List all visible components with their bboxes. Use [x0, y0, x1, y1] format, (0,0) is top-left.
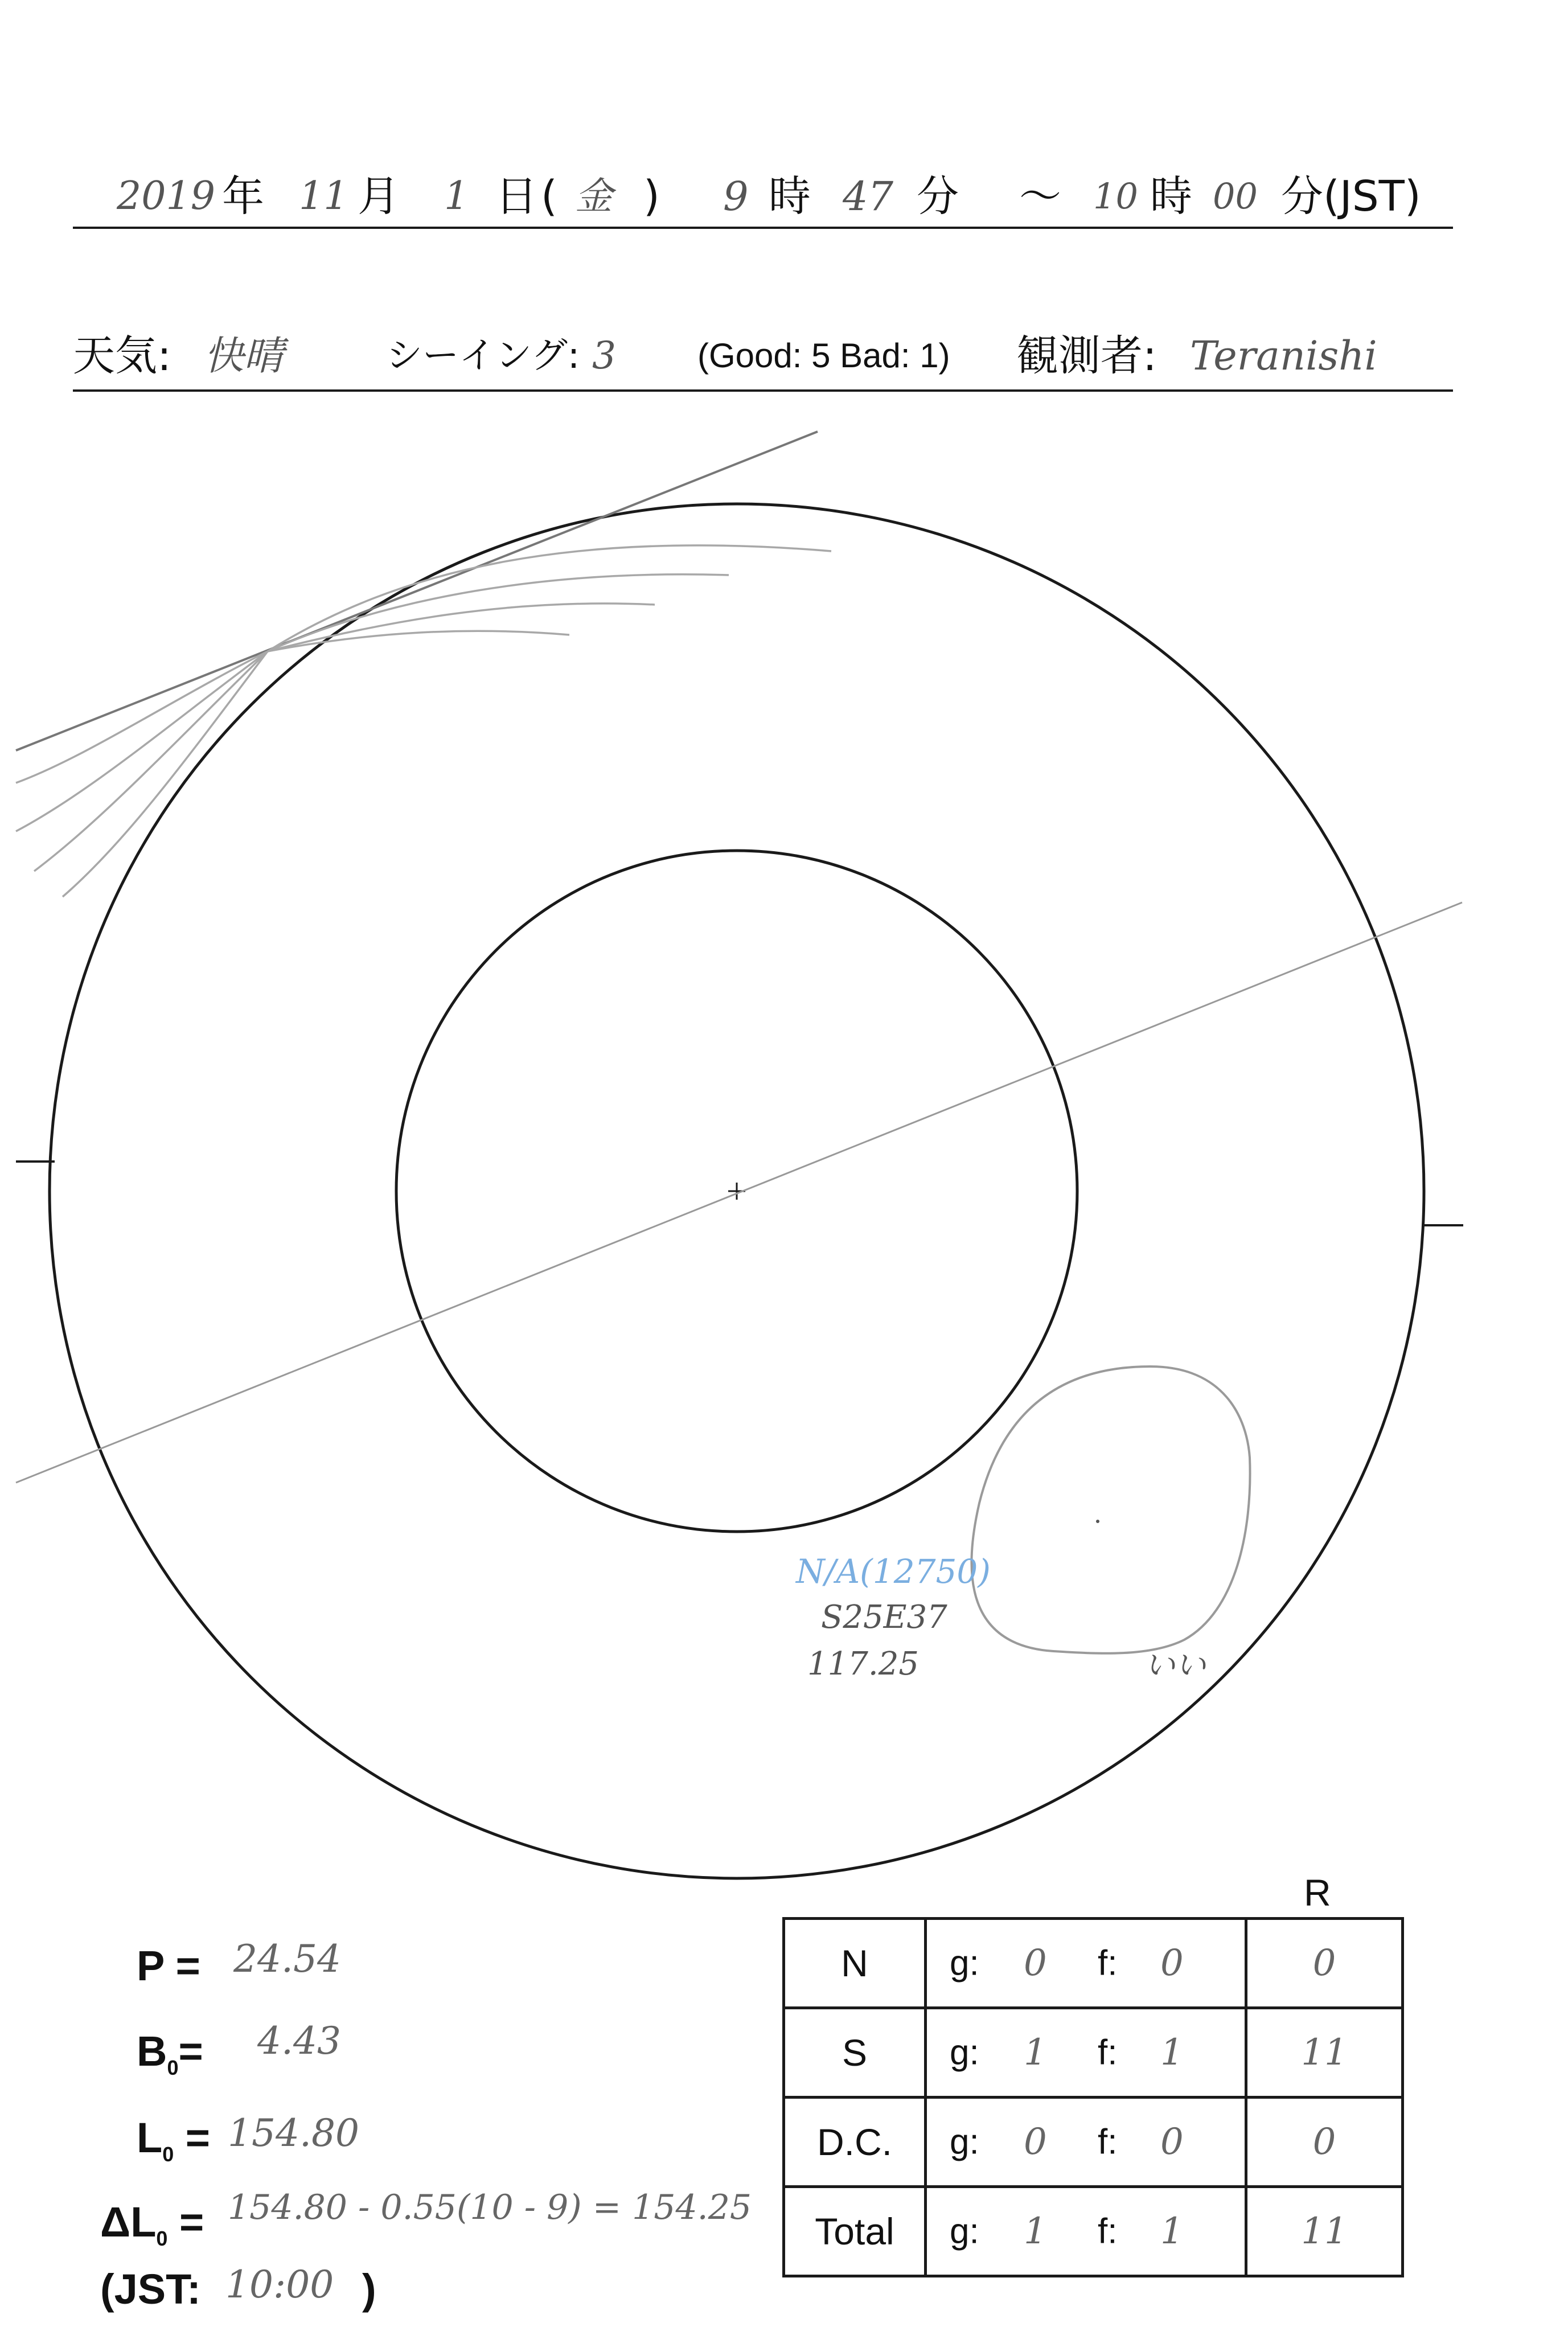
observer-value: Teranishi [1190, 333, 1377, 379]
g-label: g: [950, 2122, 979, 2162]
group-fleck-cell [926, 1919, 1246, 2008]
group-count-value: 1 [1024, 2032, 1047, 2074]
spot-count-value: 1 [1160, 2032, 1184, 2074]
sunspot-count-label: いい [1144, 1647, 1206, 1683]
end-hour-value: 10 [1093, 175, 1138, 217]
start-hour-unit: 時 [769, 172, 811, 221]
observer-label: 観測者: [1016, 331, 1157, 380]
group-count-value: 0 [1024, 2121, 1047, 2163]
group-fleck-cell [926, 2098, 1246, 2187]
day-value: 1 [444, 174, 469, 219]
solar-equator-line [16, 902, 1462, 1483]
relative-number-value: 11 [1246, 2187, 1403, 2276]
sunspot-group-outline [971, 1366, 1250, 1653]
b0-label: $B_0=$ [137, 2028, 203, 2079]
sunspot-count-table [782, 1917, 1404, 2277]
row-label: Total [784, 2187, 926, 2276]
sunspot-longitude: 117.25 [807, 1645, 919, 1682]
relative-number-value: 11 [1246, 2008, 1403, 2098]
end-minute-unit: 分(JST) [1281, 172, 1421, 221]
month-unit: 月 [358, 172, 400, 221]
count-table-row [784, 1919, 1403, 2008]
weather-label: 天気: [73, 331, 171, 380]
weekday-close-paren: ) [643, 172, 660, 221]
count-table-row [784, 2008, 1403, 2098]
sunspot-dot [1096, 1520, 1099, 1523]
group-count-value: 1 [1024, 2210, 1047, 2252]
seeing-value: 3 [592, 334, 616, 377]
spot-count-value: 0 [1160, 1942, 1184, 1984]
f-label: f: [1098, 1943, 1118, 1983]
g-label: g: [950, 2033, 979, 2073]
b0-value: 4.43 [257, 2019, 341, 2063]
day-unit: 日 [495, 172, 537, 221]
end-hour-unit: 時 [1150, 172, 1192, 221]
p-angle-label: P = [137, 1942, 200, 1989]
jst-value: 10:00 [225, 2263, 334, 2307]
row-label: S [784, 2008, 926, 2098]
group-count-value: 0 [1024, 1942, 1047, 1984]
p-angle-value: 24.54 [233, 1937, 341, 1981]
f-label: f: [1098, 2211, 1118, 2251]
year-value: 2019 [117, 174, 216, 219]
g-label: g: [950, 2211, 979, 2251]
count-table-row [784, 2098, 1403, 2187]
end-minute-value: 00 [1213, 175, 1258, 217]
delta-l0-label: $\Delta L_0$ = [100, 2198, 204, 2250]
sunspot-region-label: N/A(12750) [796, 1552, 991, 1591]
seeing-scale: (Good: 5 Bad: 1) [697, 336, 950, 375]
f-label: f: [1098, 2122, 1118, 2162]
delta-l0-formula: 154.80 - 0.55(10 - 9) = 154.25 [228, 2188, 752, 2227]
relative-number-value: 0 [1246, 2098, 1403, 2187]
year-unit: 年 [222, 172, 264, 221]
weekday-value: 金 [575, 174, 613, 218]
f-label: f: [1098, 2033, 1118, 2073]
tangent-guide-line [16, 432, 818, 750]
g-label: g: [950, 1943, 979, 1983]
row-label: N [784, 1919, 926, 2008]
month-value: 11 [299, 174, 348, 219]
l0-value: 154.80 [228, 2111, 359, 2155]
start-minute-unit: 分 [917, 172, 959, 221]
r-column-header: R [1304, 1872, 1331, 1914]
relative-number-value: 0 [1246, 1919, 1403, 2008]
group-fleck-cell [926, 2187, 1246, 2276]
group-fleck-cell [926, 2008, 1246, 2098]
row-label: D.C. [784, 2098, 926, 2187]
weekday-open-paren: ( [541, 172, 557, 221]
jst-close-paren: ) [362, 2266, 376, 2313]
time-range-tilde: ～ [1019, 172, 1061, 221]
start-hour-value: 9 [723, 173, 749, 220]
l0-label: $L_0$ = [137, 2114, 211, 2166]
weather-value: 快晴 [204, 333, 284, 379]
spot-count-value: 0 [1160, 2121, 1184, 2163]
seeing-label: シーイング: [386, 335, 580, 377]
jst-label: (JST: [100, 2266, 201, 2313]
count-table-row [784, 2187, 1403, 2276]
spot-count-value: 1 [1160, 2210, 1184, 2252]
pencil-guide-curves [16, 545, 831, 897]
start-minute-value: 47 [843, 173, 894, 220]
sunspot-position: S25E37 [821, 1599, 947, 1636]
